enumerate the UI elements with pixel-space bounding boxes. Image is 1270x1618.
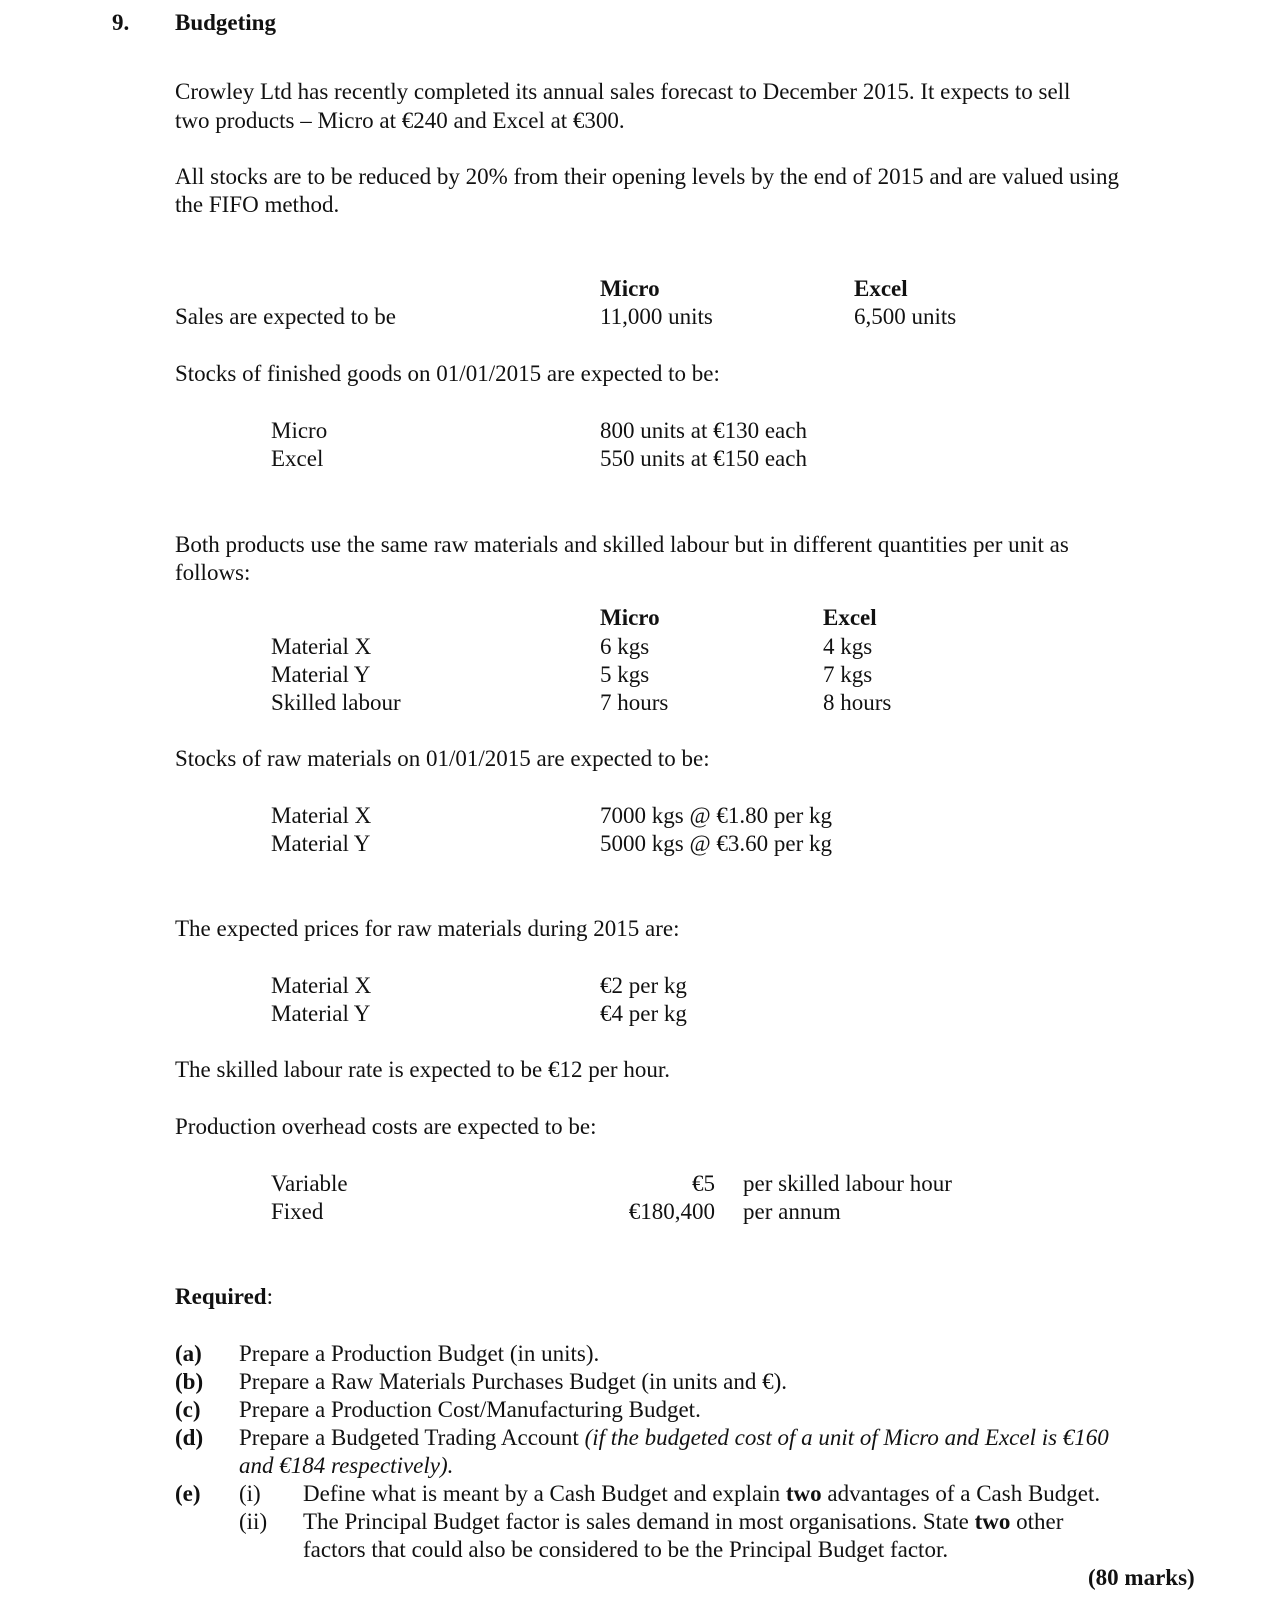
sales-excel-value: 6,500 units bbox=[854, 304, 957, 329]
usage-header-micro: Micro bbox=[600, 605, 660, 630]
sales-micro-value: 11,000 units bbox=[600, 304, 713, 329]
required-item-text: Prepare a Budgeted Trading Account (if the budgeted cost of a unit of Micro and Excel is €160 bbox=[239, 1425, 1109, 1450]
marks: (80 marks) bbox=[1088, 1565, 1195, 1590]
finished-goods-label: Micro bbox=[271, 418, 328, 443]
stock-reduction-line-1: All stocks are to be reduced by 20% from their opening levels by the end of 2015 and are valued using bbox=[175, 164, 1120, 189]
required-item-text: Prepare a Production Cost/Manufacturing Budget. bbox=[239, 1397, 701, 1422]
overheads-heading: Production overhead costs are expected to be: bbox=[175, 1114, 597, 1139]
required-item-text: Prepare a Raw Materials Purchases Budget (in units and €). bbox=[239, 1369, 788, 1394]
usage-row-label: Skilled labour bbox=[271, 690, 401, 715]
usage-row-excel: 8 hours bbox=[823, 690, 892, 715]
overheads-label: Fixed bbox=[271, 1199, 324, 1224]
required-heading: Required: bbox=[175, 1284, 273, 1309]
intro-line-2: two products – Micro at €240 and Excel at €300. bbox=[175, 108, 625, 133]
intro-line-1: Crowley Ltd has recently completed its annual sales forecast to December 2015. It expects to sell bbox=[175, 79, 1071, 104]
sales-header-micro: Micro bbox=[600, 276, 660, 301]
sub-item-number: (ii) bbox=[239, 1509, 268, 1534]
overheads-amount: €180,400 bbox=[628, 1199, 715, 1224]
usage-row-excel: 4 kgs bbox=[823, 634, 873, 659]
prices-value: €2 per kg bbox=[600, 973, 687, 998]
usage-line-1: Both products use the same raw materials and skilled labour but in different quantities per unit as bbox=[175, 532, 1069, 557]
question-title: Budgeting bbox=[175, 10, 276, 35]
sales-header-excel: Excel bbox=[854, 276, 908, 301]
required-item-letter: (c) bbox=[175, 1397, 201, 1422]
usage-row-micro: 7 hours bbox=[600, 690, 669, 715]
prices-label: Material X bbox=[271, 973, 372, 998]
finished-goods-label: Excel bbox=[271, 446, 324, 471]
raw-stocks-heading: Stocks of raw materials on 01/01/2015 are expected to be: bbox=[175, 746, 710, 771]
prices-value: €4 per kg bbox=[600, 1001, 687, 1026]
overheads-label: Variable bbox=[271, 1171, 348, 1196]
usage-row-excel: 7 kgs bbox=[823, 662, 873, 687]
overheads-unit: per annum bbox=[743, 1199, 841, 1224]
usage-line-2: follows: bbox=[175, 560, 251, 585]
finished-goods-value: 550 units at €150 each bbox=[600, 446, 807, 471]
usage-row-label: Material Y bbox=[271, 662, 371, 687]
sub-item-text: The Principal Budget factor is sales demand in most organisations. State two other bbox=[303, 1509, 1064, 1534]
sub-item-text-cont: factors that could also be considered to be the Principal Budget factor. bbox=[303, 1537, 949, 1562]
required-item-letter: (d) bbox=[175, 1425, 204, 1450]
labour-rate: The skilled labour rate is expected to be €12 per hour. bbox=[175, 1057, 670, 1082]
sub-item-number: (i) bbox=[239, 1481, 261, 1506]
usage-row-label: Material X bbox=[271, 634, 372, 659]
raw-stocks-value: 7000 kgs @ €1.80 per kg bbox=[600, 803, 832, 828]
usage-row-micro: 6 kgs bbox=[600, 634, 650, 659]
question-number: 9. bbox=[112, 10, 130, 35]
usage-row-micro: 5 kgs bbox=[600, 662, 650, 687]
finished-goods-value: 800 units at €130 each bbox=[600, 418, 807, 443]
required-item-text-cont: and €184 respectively). bbox=[239, 1453, 454, 1478]
required-item-letter: (e) bbox=[175, 1481, 201, 1506]
sales-label: Sales are expected to be bbox=[175, 304, 396, 329]
required-item-letter: (a) bbox=[175, 1341, 202, 1366]
raw-stocks-label: Material X bbox=[271, 803, 372, 828]
overheads-unit: per skilled labour hour bbox=[743, 1171, 952, 1196]
finished-goods-heading: Stocks of finished goods on 01/01/2015 are expected to be: bbox=[175, 361, 720, 386]
stock-reduction-line-2: the FIFO method. bbox=[175, 192, 340, 217]
prices-label: Material Y bbox=[271, 1001, 371, 1026]
usage-header-excel: Excel bbox=[823, 605, 877, 630]
required-item-text: Prepare a Production Budget (in units). bbox=[239, 1341, 600, 1366]
required-item-letter: (b) bbox=[175, 1369, 204, 1394]
overheads-amount: €5 bbox=[692, 1171, 715, 1196]
raw-stocks-label: Material Y bbox=[271, 831, 371, 856]
prices-heading: The expected prices for raw materials during 2015 are: bbox=[175, 916, 680, 941]
sub-item-text: Define what is meant by a Cash Budget and explain two advantages of a Cash Budget. bbox=[303, 1481, 1101, 1506]
raw-stocks-value: 5000 kgs @ €3.60 per kg bbox=[600, 831, 832, 856]
